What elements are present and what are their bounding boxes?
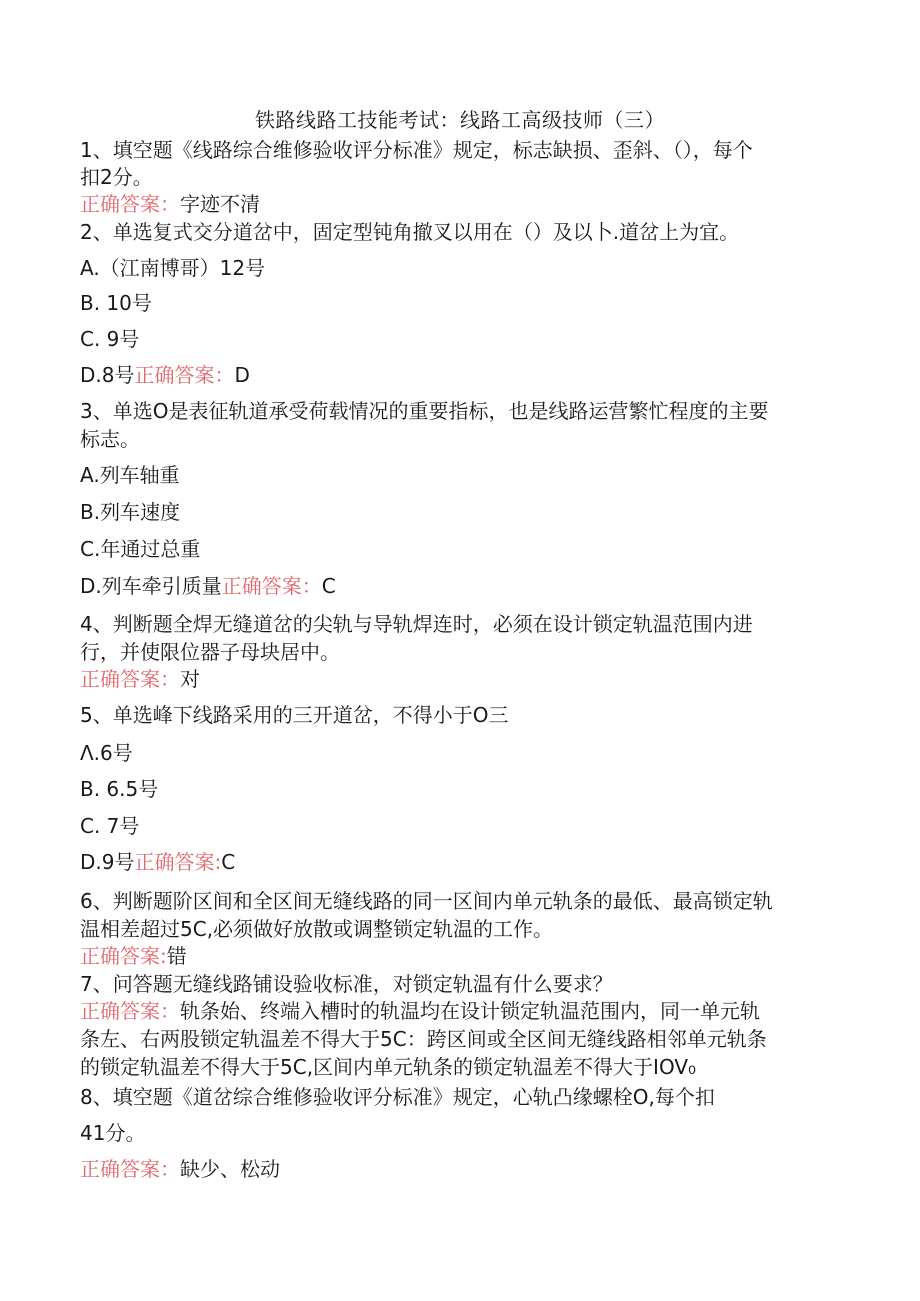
q5-option-d: D.9号 — [80, 850, 135, 874]
q2-answer-value: D — [234, 363, 250, 387]
q2-text-line-1: 2、单选复式交分道岔中，固定型钝角撤叉以用在（）及以卜.道岔上为宜。 — [80, 220, 740, 244]
q5-answer-value: C — [221, 850, 236, 874]
q1-text-line-2: 扣2分。 — [80, 165, 153, 189]
q3-option-d: D.列车牵引质量 — [80, 574, 222, 598]
q2-option-c: C. 9号 — [80, 327, 140, 351]
q3-option-d-with-answer — [80, 572, 840, 600]
q5-option-c: C. 7号 — [80, 814, 140, 838]
q3-text-line-1: 3、单选O是表征轨道承受荷载情况的重要指标，也是线路运营繁忙程度的主要 — [80, 399, 769, 423]
q5-option-d-with-answer — [80, 848, 840, 876]
q6-answer — [80, 942, 840, 970]
q6-text-line-2: 温相差超过5C,必须做好放散或调整锁定轨温的工作。 — [80, 917, 554, 941]
q1-answer-value: 字迹不清 — [180, 192, 260, 216]
answer-label-short: 正确答案: — [80, 944, 167, 968]
q6-answer-value: 错 — [166, 944, 187, 968]
q3-answer-value: C — [321, 574, 336, 598]
q4-answer-value: 对 — [180, 667, 200, 691]
answer-label: 正确答案： — [80, 667, 180, 691]
q8-answer-value: 缺少、松动 — [180, 1157, 280, 1181]
q3-text-line-2: 标志。 — [80, 427, 140, 451]
q7-answer-text-1: 轨条始、终端入槽时的轨温均在设计锁定轨温范围内，同一单元轨 — [180, 999, 760, 1023]
q3-option-b: B.列车速度 — [80, 500, 181, 524]
q4-answer — [80, 665, 840, 693]
q2-option-b: B. 10号 — [80, 291, 152, 315]
answer-label-short: 正确答案: — [134, 850, 222, 874]
q8-text-line-2: 41分。 — [80, 1121, 146, 1145]
q3-option-a: A.列车轴重 — [80, 463, 180, 487]
answer-label: 正确答案： — [221, 574, 322, 598]
q2-option-d-with-answer — [80, 361, 840, 389]
q5-text-line-1: 5、单选峰下线路采用的三开道岔，不得小于O三 — [80, 703, 509, 727]
q4-text-line-1: 4、判断题全焊无缝道岔的尖轨与导轨焊连时，必须在设计锁定轨温范围内进 — [80, 612, 753, 636]
q2-option-d: D.8号 — [80, 363, 135, 387]
answer-label: 正确答案： — [80, 192, 180, 216]
q5-option-b: B. 6.5号 — [80, 777, 159, 801]
q5-option-a: Λ.6号 — [80, 741, 133, 765]
q1-answer — [80, 190, 840, 218]
q1-text-line-1: 1、填空题《线路综合维修验收评分标准》规定，标志缺损、歪斜、（），每个 — [80, 138, 753, 162]
answer-label: 正确答案： — [134, 363, 235, 387]
q7-answer-line-1 — [80, 997, 840, 1025]
document-title: 铁路线路工技能考试：线路工高级技师（三） — [255, 108, 665, 132]
answer-label: 正确答案： — [80, 999, 180, 1023]
q3-option-c: C.年通过总重 — [80, 537, 201, 561]
answer-label: 正确答案： — [80, 1157, 180, 1181]
q8-text-line-1: 8、填空题《道岔综合维修验收评分标准》规定，心轨凸缘螺栓O,每个扣 — [80, 1085, 715, 1109]
q7-answer-line-2: 条左、右两股锁定轨温差不得大于5C：跨区间或全区间无缝线路相邻单元轨条 — [80, 1027, 767, 1051]
q7-text-line-1: 7、问答题无缝线路铺设验收标准，对锁定轨温有什么要求？ — [80, 972, 613, 996]
q7-answer-line-3: 的锁定轨温差不得大于5C,区间内单元轨条的锁定轨温差不得大于IOV₀ — [80, 1055, 697, 1079]
q4-text-line-2: 行，并使限位器子母块居中。 — [80, 640, 340, 664]
q2-option-a: A.（江南博哥）12号 — [80, 256, 266, 280]
q6-text-line-1: 6、判断题阶区间和全区间无缝线路的同一区间内单元轨条的最低、最高锁定轨 — [80, 889, 773, 913]
q8-answer — [80, 1155, 840, 1183]
